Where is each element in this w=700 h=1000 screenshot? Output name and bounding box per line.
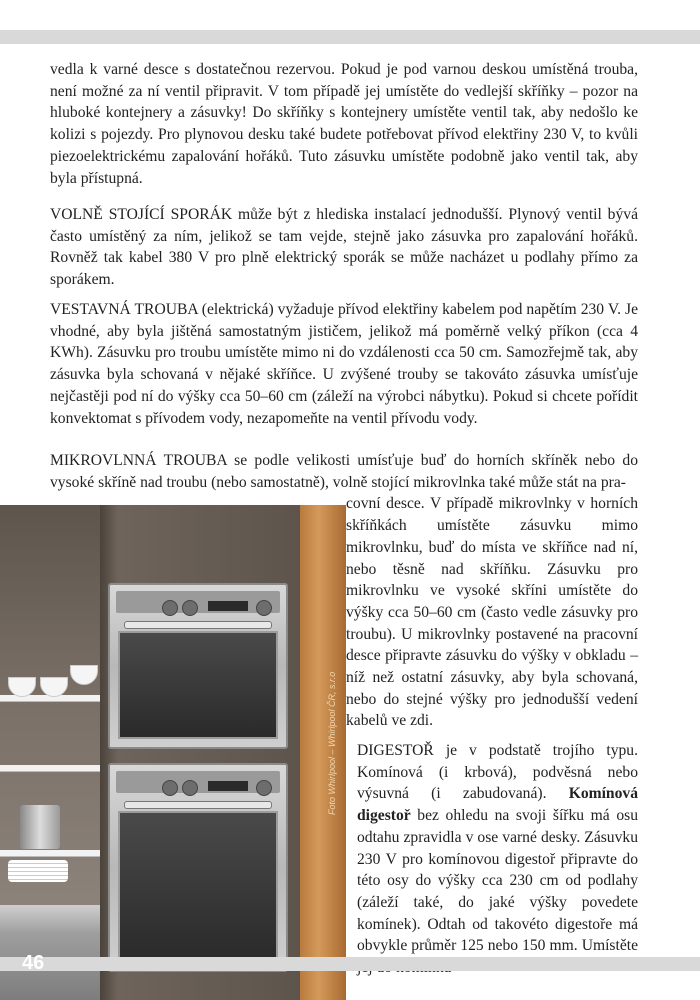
kitchen-ovens-photo	[0, 505, 346, 1000]
paragraph-body: (elektrická) vyžaduje přívod elektřiny kabelem pod napětím 230 V. Je vhodné, aby byla jištěná samostatným jističem, jelikož má poměrně velký příkon (cca 4 KWh). Zásuvku pro troubu umístěte mimo ni do vzdálenosti cca 50 cm. Samozřejmě tak, aby zásuvka byla schovaná v nějaké skříňce. U zvýšené trouby se takováto zásuvka umísťuje nejčastěji pod ní do výšky cca 50–60 cm (záleží na výrobci nábytku). Pokud si chcete pořídit konvektomat s přívodem vody, nezapomeňte na ventil přívodu vody.	[50, 301, 638, 427]
paragraph-body	[50, 450, 638, 493]
paragraph-body-start: se podle velikosti umísťuje buď do horních skříněk nebo do vysoké skříně nad troubu (nebo samostatně), volně stojící mikrovlnka také může stát na pra-	[50, 452, 638, 491]
page-number: 46	[22, 952, 45, 974]
heading-built-in-oven: VESTAVNÁ TROUBA	[50, 301, 198, 318]
heading-hood: DIGESTOŘ	[357, 742, 434, 759]
heading-microwave: MIKROVLNNÁ TROUBA	[50, 452, 227, 469]
paragraph-body: může být z hlediska instalací jednodušší. Plynový ventil bývá často umístěný za ním, jelikož se tam vejde, stejně jako zásuvka pro zapalování hořáků. Rovněž tak kabel 380 V pro plně elektrický sporák se může nacházet u podlahy přímo za sporákem.	[50, 206, 638, 289]
bold-term-chimney-hood: Komínová digestoř	[357, 785, 638, 825]
oven-display	[208, 601, 248, 611]
oven-handle	[124, 801, 272, 809]
paragraph-built-in-oven	[50, 299, 638, 429]
oven-knob	[256, 780, 272, 796]
oven-control-panel	[116, 591, 280, 613]
footer-bar	[0, 957, 700, 971]
oven-knob	[182, 780, 198, 796]
photo-microwave-oven	[108, 583, 288, 749]
oven-knob	[162, 600, 178, 616]
photo-plates	[8, 860, 68, 882]
oven-knob	[182, 600, 198, 616]
heading-freestanding-stove: VOLNĚ STOJÍCÍ SPORÁK	[50, 206, 233, 223]
header-bar	[0, 30, 700, 44]
photo-counter	[0, 905, 100, 1000]
paragraph-hood	[357, 740, 638, 979]
paragraph-body: bez ohledu na svoji šířku má osu odtahu zpravidla v ose varné desky. Zásuvku 230 V pro komínovou digestoř připravte do této osy do výšky cca 230 cm od podlahy (záleží také, do jaké výšky povedete komínek). Odtah od takovéto digestoře má obvykle průměr 125 nebo 150 mm. Umístěte	[357, 807, 638, 955]
photo-credit: Foto Whirlpool – Whirlpool ČR, s.r.o	[327, 671, 337, 815]
paragraph-gas-valve: vedla k varné desce s dostatečnou rezervou. Pokud je pod varnou deskou umístěná trouba, není možné za ní ventil připravit. V tom případě jej umístěte do vedlejší skříňky – pozor na hluboké kontejnery a zásuvky! Do skříňky s kontejnery umístěte ventil tak, aby nedošlo ke kolizi s pojezdy. Pro plynovou desku také budete potřebovat přívod elektřiny 230 V, to kvůli piezoelektrickému zapalování hořáků. Tuto zásuvku umístěte podobně jako ventil tak, aby byla přístupná.	[50, 61, 638, 187]
paragraph-body-wrapped: covní desce. V případě mikrovlnky v horních skříňkách umístěte zásuvku mimo mikrovlnku, buď do místa ve skříňce nad ní, nebo těsně nad skříňku. Zásuvku pro mikrovlnku ve vysoké skříni umístěte do výšky cca 50–60 cm (často vedle zásuvky pro troubu). U mikrovlnky postavené na pracovní desce připravte zásuvku do výšky v obkladu – níž než ostatní zásuvky, aby byla schovaná, nebo do stejné výšky pro jednodušší vedení kabelů ve zdi.	[346, 495, 638, 730]
oven-knob	[256, 600, 272, 616]
paragraph-body: je v podstatě trojího typu. Komínová (i krbová), podvěsná nebo výsuvná (i zabudovaná).	[357, 742, 638, 803]
photo-shelf	[0, 765, 100, 772]
paragraph-freestanding-stove	[50, 204, 638, 291]
photo-built-in-oven	[108, 763, 288, 972]
photo-wood-panel	[300, 505, 346, 1000]
oven-handle	[124, 621, 272, 629]
oven-display	[208, 781, 248, 791]
oven-door	[118, 811, 278, 962]
photo-shelf	[0, 850, 100, 857]
oven-control-panel	[116, 771, 280, 793]
oven-knob	[162, 780, 178, 796]
oven-door	[118, 631, 278, 739]
photo-pot	[20, 805, 60, 849]
